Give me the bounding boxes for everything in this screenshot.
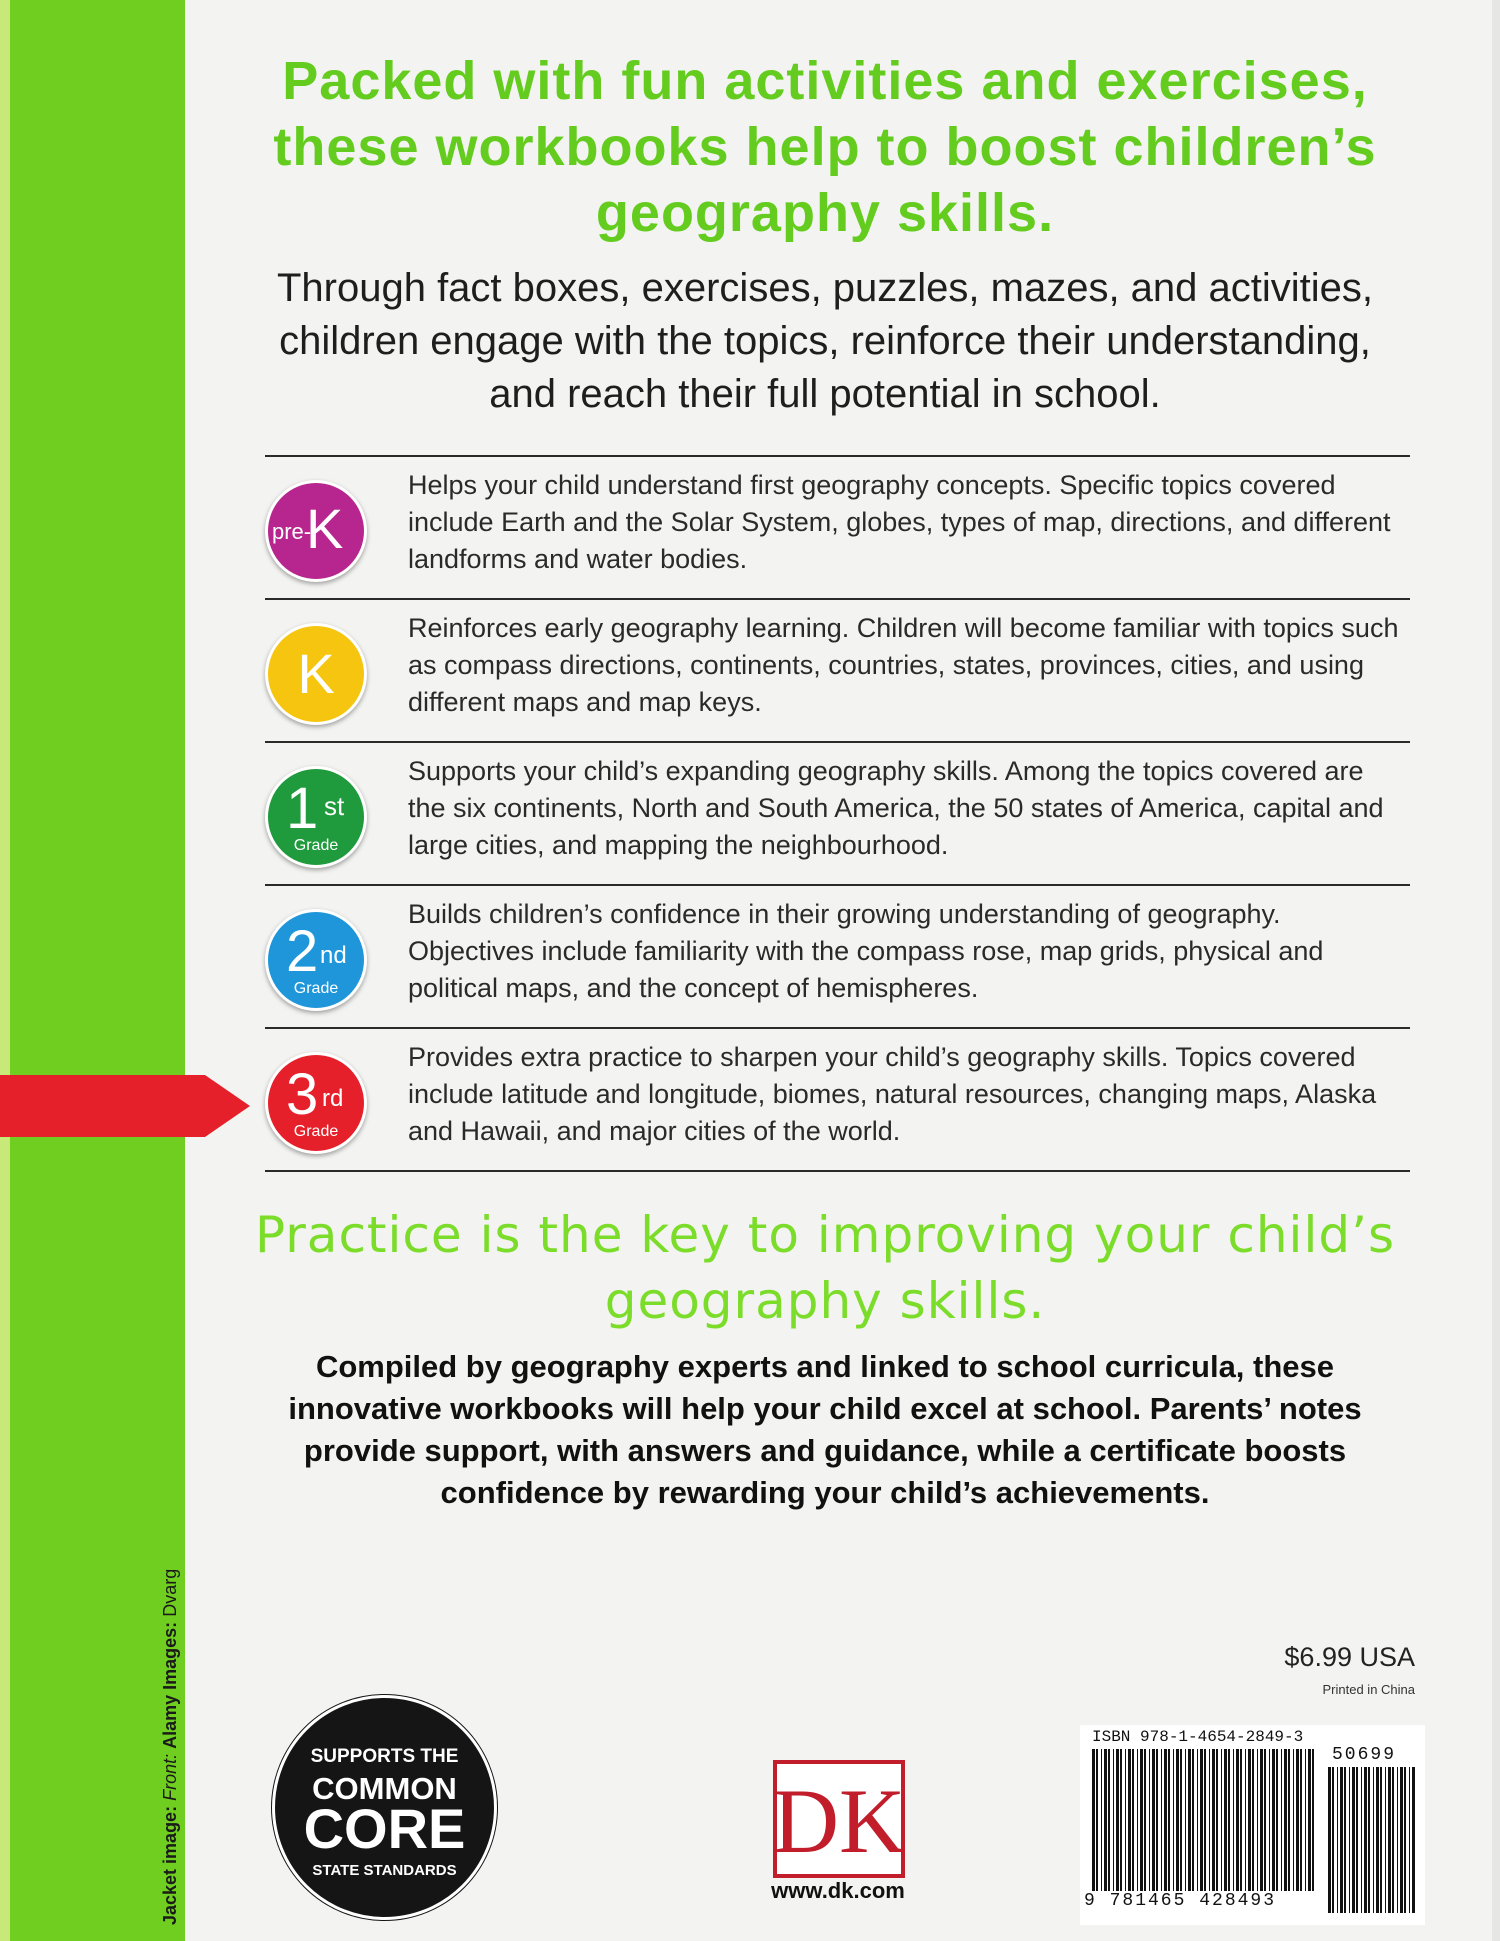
barcode-bar [1233, 1749, 1234, 1891]
barcode-bar [1144, 1749, 1146, 1891]
price: $6.99 USA [1284, 1642, 1415, 1672]
barcode-bar [1161, 1749, 1162, 1891]
barcode-bar [1092, 1749, 1095, 1891]
barcode-bar [1328, 1767, 1331, 1913]
grade-3-badge [265, 1052, 367, 1154]
barcode-bar [1188, 1749, 1191, 1891]
barcode-bar [1340, 1767, 1343, 1913]
barcode-bar [1216, 1749, 1218, 1891]
barcode-bar [1404, 1767, 1406, 1913]
k-badge [265, 623, 367, 725]
barcode-bar [1228, 1749, 1230, 1891]
barcode-bar [1197, 1749, 1198, 1891]
printed-in: Printed in China [1322, 1682, 1415, 1697]
ean-digits: 9 781465 428493 [1084, 1891, 1277, 1911]
barcode-bar [1096, 1749, 1098, 1891]
barcode-bar [1284, 1749, 1287, 1891]
barcode-bar [1257, 1749, 1258, 1891]
barcode-bar [1397, 1767, 1398, 1913]
badge-sup: rd [322, 1085, 344, 1112]
dk-logo-text: DK [773, 1770, 905, 1872]
barcode-bar [1176, 1749, 1179, 1891]
barcode-bar [1104, 1749, 1107, 1891]
badge-main: K [306, 497, 344, 560]
barcode-bar [1240, 1749, 1242, 1891]
level-description: Helps your child understand first geography concepts. Specific topics covered include Earth and the Solar System, globes, types of map, directions, and different landforms and water bodies. [408, 470, 1391, 574]
barcode-bar [1352, 1767, 1355, 1913]
barcode-bar [1236, 1749, 1239, 1891]
barcode-bar [1288, 1749, 1290, 1891]
grade-2-badge [265, 909, 367, 1011]
badge-main: 2 [286, 919, 319, 984]
barcode-bar [1180, 1749, 1182, 1891]
barcode-bar [1364, 1767, 1367, 1913]
ean-barcode [1090, 1749, 1315, 1891]
barcode-bar [1337, 1767, 1338, 1913]
level-description: Provides extra practice to sharpen your child’s geography skills. Topics covered include latitude and longitude, biomes, natural resources, changing maps, Alaska and Hawaii, and major cities of the world. [408, 1042, 1377, 1146]
barcode-bar [1361, 1767, 1362, 1913]
barcode-bar [1281, 1749, 1282, 1891]
barcode-bar [1409, 1767, 1410, 1913]
barcode-bar [1221, 1749, 1222, 1891]
barcode-bar [1308, 1749, 1311, 1891]
barcode-bar [1269, 1749, 1270, 1891]
badge-main: 1 [286, 776, 319, 841]
barcode-bar [1392, 1767, 1394, 1913]
barcode-bar [1113, 1749, 1114, 1891]
barcode-bar [1200, 1749, 1203, 1891]
level-description: Supports your child’s expanding geography skills. Among the topics covered are the six continents, North and South America, the 50 states of America, capital and large cities, and mapping the neighbourhood. [408, 756, 1384, 860]
barcode-bar [1373, 1767, 1374, 1913]
level-pointer-arrow [0, 1075, 250, 1137]
barcode-bar [1149, 1749, 1150, 1891]
barcode-bar [1388, 1767, 1391, 1913]
level-description: Builds children’s confidence in their growing understanding of geography. Objectives include familiarity with the compass rose, map grids, physical and political maps, and the concept of hemispheres. [408, 899, 1324, 1003]
barcode-bar [1108, 1749, 1110, 1891]
common-core-badge [272, 1695, 497, 1920]
barcode-bar [1137, 1749, 1138, 1891]
right-edge [1492, 0, 1500, 1941]
barcode-bar [1356, 1767, 1358, 1913]
level-row-grade-3 [265, 1029, 1410, 1172]
practice-slogan: Practice is the key to improving your child’s geography skills. [254, 1206, 1396, 1330]
badge-main: 3 [286, 1062, 319, 1127]
common-core-line2: COMMON [312, 1771, 457, 1806]
publisher-url: www.dk.com [771, 1878, 905, 1903]
badge-grade: Grade [293, 1123, 339, 1140]
barcode-bar [1125, 1749, 1126, 1891]
barcode-bar [1140, 1749, 1143, 1891]
left-edge-stripe [0, 0, 10, 1941]
barcode-bar [1264, 1749, 1266, 1891]
barcode-bar [1209, 1749, 1210, 1891]
barcode-bar [1272, 1749, 1275, 1891]
barcode-bar [1260, 1749, 1263, 1891]
level-row-grade-2 [265, 886, 1410, 1029]
barcode-bar [1116, 1749, 1119, 1891]
isbn-text: ISBN 978-1-4654-2849-3 [1092, 1728, 1304, 1746]
barcode-bar [1128, 1749, 1131, 1891]
barcode-bar [1101, 1749, 1102, 1891]
level-row-prek [265, 457, 1410, 600]
prek-badge [265, 480, 367, 582]
barcode-bar [1185, 1749, 1186, 1891]
barcode-bar [1293, 1749, 1294, 1891]
badge-grade: Grade [293, 837, 339, 854]
barcode-bar [1252, 1749, 1254, 1891]
barcode-area [1080, 1725, 1425, 1925]
spine-green-bar [10, 0, 185, 1941]
common-core-line4: STATE STANDARDS [312, 1862, 457, 1879]
barcode-bar [1132, 1749, 1134, 1891]
barcode-bar [1192, 1749, 1194, 1891]
barcode-bar [1156, 1749, 1158, 1891]
barcode-bar [1164, 1749, 1167, 1891]
barcode-bar [1332, 1767, 1334, 1913]
barcode-bar [1312, 1749, 1314, 1891]
barcode-bar [1385, 1767, 1386, 1913]
addon-barcode [1326, 1767, 1416, 1913]
level-row-k [265, 600, 1410, 743]
badge-sup: nd [320, 942, 347, 969]
barcode-bar [1173, 1749, 1174, 1891]
barcode-bar [1412, 1767, 1415, 1913]
badge-main: K [297, 642, 335, 705]
barcode-bar [1204, 1749, 1206, 1891]
barcode-bar [1212, 1749, 1215, 1891]
badge-sup: pre- [272, 519, 312, 544]
badge-sup: st [324, 791, 345, 821]
common-core-line3: CORE [303, 1797, 466, 1860]
barcode-bar [1276, 1749, 1278, 1891]
barcode-bar [1344, 1767, 1346, 1913]
barcode-bar [1152, 1749, 1155, 1891]
barcode-bar [1380, 1767, 1382, 1913]
barcode-bar [1376, 1767, 1379, 1913]
barcode-bar [1305, 1749, 1306, 1891]
level-row-grade-1 [265, 743, 1410, 886]
level-description: Reinforces early geography learning. Children will become familiar with topics such as compass directions, continents, countries, states, provinces, cities, and using different maps and map keys. [408, 613, 1399, 717]
level-list [265, 455, 1410, 1172]
grade-1-badge [265, 766, 367, 868]
barcode-bar [1168, 1749, 1170, 1891]
image-credit: Jacket image: Front: Alamy Images: Dvarg [160, 1568, 180, 1925]
headline: Packed with fun activities and exercises, these workbooks help to boost children’s geography skills. [273, 51, 1377, 243]
barcode-bar [1296, 1749, 1299, 1891]
dk-logo [773, 1760, 905, 1878]
intro-text: Through fact boxes, exercises, puzzles, mazes, and activities, children engage with the topics, reinforce their understanding, and reach their full potential in school. [276, 266, 1374, 416]
common-core-line1: SUPPORTS THE [310, 1746, 459, 1767]
barcode-bar [1120, 1749, 1122, 1891]
barcode-bar [1368, 1767, 1370, 1913]
addon-digits: 50699 [1332, 1745, 1397, 1765]
barcode-bar [1300, 1749, 1302, 1891]
barcode-bar [1248, 1749, 1251, 1891]
barcode-bar [1224, 1749, 1227, 1891]
barcode-bar [1400, 1767, 1403, 1913]
badge-grade: Grade [293, 980, 339, 997]
barcode-bar [1245, 1749, 1246, 1891]
barcode-bar [1349, 1767, 1350, 1913]
compiled-text: Compiled by geography experts and linked to school curricula, these innovative workbooks will help your child excel at school. Parents’ notes provide support, with answers and guidance, while a certificate boosts confidence by rewarding your child’s achievements. [288, 1349, 1362, 1510]
